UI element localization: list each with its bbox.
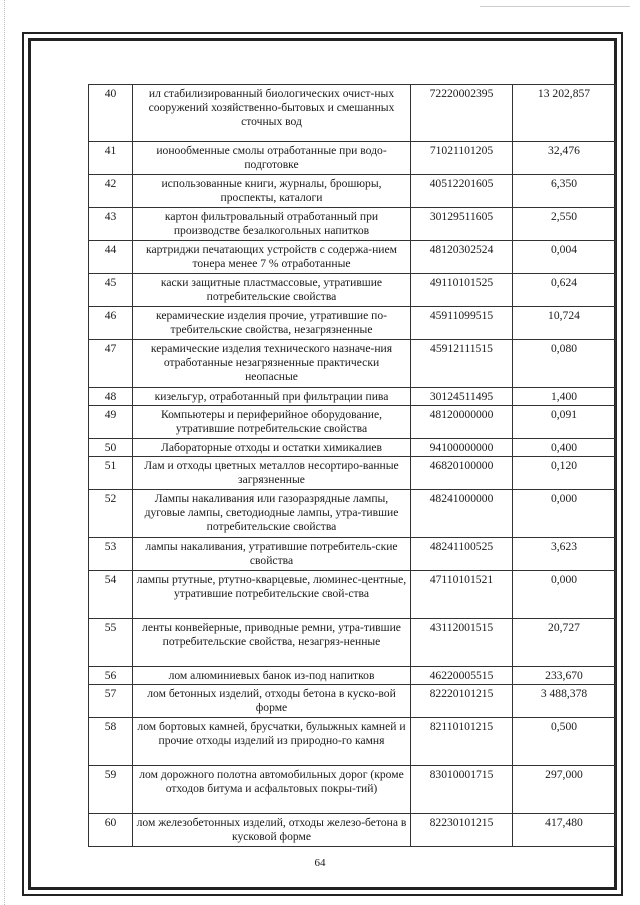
- fkko-code: 49110101525: [411, 274, 513, 307]
- waste-mass: 0,400: [513, 439, 616, 457]
- waste-mass: 3 488,378: [513, 685, 616, 718]
- waste-name: лом железобетонных изделий, отходы железо-бетона в кусковой форме: [133, 814, 411, 847]
- fkko-code: 72220002395: [411, 85, 513, 142]
- waste-name: лампы накаливания, утратившие потребитель-ские свойства: [133, 538, 411, 571]
- waste-mass: 417,480: [513, 814, 616, 847]
- waste-name: картриджи печатающих устройств с содержа-нием тонера менее 7 % отработанные: [133, 241, 411, 274]
- waste-name: Компьютеры и периферийное оборудование, утратившие потребительские свойства: [133, 406, 411, 439]
- row-number: 40: [89, 85, 133, 142]
- row-number: 44: [89, 241, 133, 274]
- waste-name: использованные книги, журналы, брошюры, проспекты, каталоги: [133, 175, 411, 208]
- table-row: [89, 241, 616, 274]
- table-row: [89, 667, 616, 685]
- waste-mass: 0,120: [513, 457, 616, 490]
- waste-name: керамические изделия прочие, утратившие по-требительские свойства, незагрязненные: [133, 307, 411, 340]
- waste-mass: 0,004: [513, 241, 616, 274]
- fkko-code: 48241000000: [411, 490, 513, 538]
- row-number: 42: [89, 175, 133, 208]
- waste-name: ионообменные смолы отработанные при водо-подготовке: [133, 142, 411, 175]
- waste-table: [88, 84, 616, 847]
- row-number: 59: [89, 766, 133, 814]
- fkko-code: 94100000000: [411, 439, 513, 457]
- row-number: 54: [89, 571, 133, 619]
- fkko-code: 46820100000: [411, 457, 513, 490]
- table-row: [89, 718, 616, 766]
- fkko-code: 45912111515: [411, 340, 513, 388]
- table-row: [89, 307, 616, 340]
- fkko-code: 82110101215: [411, 718, 513, 766]
- fkko-code: 71021101205: [411, 142, 513, 175]
- waste-name: лом бортовых камней, брусчатки, булыжных камней и прочие отходы изделий из природно-го камня: [133, 718, 411, 766]
- table-row: [89, 388, 616, 406]
- waste-mass: 13 202,857: [513, 85, 616, 142]
- waste-name: лампы ртутные, ртутно-кварцевые, люминес-центные, утратившие потребительские свой-ства: [133, 571, 411, 619]
- waste-name: лом дорожного полотна автомобильных дорог (кроме отходов битума и асфальтовых покры-тий): [133, 766, 411, 814]
- row-number: 57: [89, 685, 133, 718]
- waste-mass: 233,670: [513, 667, 616, 685]
- table-row: [89, 274, 616, 307]
- waste-mass: 10,724: [513, 307, 616, 340]
- fkko-code: 82230101215: [411, 814, 513, 847]
- waste-name: Лампы накаливания или газоразрядные лампы, дуговые лампы, светодиодные лампы, утра-тившие потребительские свойства: [133, 490, 411, 538]
- table-row: [89, 571, 616, 619]
- row-number: 49: [89, 406, 133, 439]
- waste-mass: 32,476: [513, 142, 616, 175]
- fkko-code: 48120302524: [411, 241, 513, 274]
- fkko-code: 47110101521: [411, 571, 513, 619]
- row-number: 51: [89, 457, 133, 490]
- waste-mass: 0,091: [513, 406, 616, 439]
- waste-name: лом бетонных изделий, отходы бетона в куско-вой форме: [133, 685, 411, 718]
- waste-mass: 297,000: [513, 766, 616, 814]
- row-number: 45: [89, 274, 133, 307]
- fkko-code: 46220005515: [411, 667, 513, 685]
- row-number: 60: [89, 814, 133, 847]
- fkko-code: 43112001515: [411, 619, 513, 667]
- table-row: [89, 685, 616, 718]
- waste-name: Лабораторные отходы и остатки химикалиев: [133, 439, 411, 457]
- waste-mass: 6,350: [513, 175, 616, 208]
- waste-mass: 20,727: [513, 619, 616, 667]
- waste-name: картон фильтровальный отработанный при производстве безалкогольных напитков: [133, 208, 411, 241]
- table-row: [89, 814, 616, 847]
- waste-name: Лам и отходы цветных металлов несортиро-ванные загрязненные: [133, 457, 411, 490]
- waste-name: ленты конвейерные, приводные ремни, утра-тившие потребительские свойства, незагряз-ненные: [133, 619, 411, 667]
- table-row: [89, 490, 616, 538]
- waste-mass: 0,000: [513, 571, 616, 619]
- row-number: 56: [89, 667, 133, 685]
- row-number: 52: [89, 490, 133, 538]
- table-row: [89, 175, 616, 208]
- table-row: [89, 538, 616, 571]
- scan-edge-mark: [4, 0, 6, 905]
- waste-name: кизельгур, отработанный при фильтрации пива: [133, 388, 411, 406]
- fkko-code: 48120000000: [411, 406, 513, 439]
- fkko-code: 45911099515: [411, 307, 513, 340]
- scan-top-mark: [480, 6, 630, 8]
- fkko-code: 30124511495: [411, 388, 513, 406]
- table-row: [89, 457, 616, 490]
- table-row: [89, 142, 616, 175]
- waste-name: каски защитные пластмассовые, утратившие потребительские свойства: [133, 274, 411, 307]
- row-number: 47: [89, 340, 133, 388]
- table-row: [89, 85, 616, 142]
- waste-mass: 0,624: [513, 274, 616, 307]
- waste-name: лом алюминиевых банок из-под напитков: [133, 667, 411, 685]
- row-number: 58: [89, 718, 133, 766]
- row-number: 43: [89, 208, 133, 241]
- waste-mass: 0,080: [513, 340, 616, 388]
- waste-mass: 2,550: [513, 208, 616, 241]
- table-row: [89, 619, 616, 667]
- row-number: 55: [89, 619, 133, 667]
- row-number: 46: [89, 307, 133, 340]
- table-row: [89, 406, 616, 439]
- fkko-code: 83010001715: [411, 766, 513, 814]
- table-row: [89, 766, 616, 814]
- fkko-code: 82220101215: [411, 685, 513, 718]
- page-number: 64: [314, 857, 326, 869]
- waste-mass: 0,500: [513, 718, 616, 766]
- row-number: 50: [89, 439, 133, 457]
- table-row: [89, 208, 616, 241]
- waste-table-body: [89, 85, 616, 847]
- row-number: 48: [89, 388, 133, 406]
- fkko-code: 30129511605: [411, 208, 513, 241]
- waste-name: ил стабилизированный биологических очист-ных сооружений хозяйственно-бытовых и смешанных сточных вод: [133, 85, 411, 142]
- row-number: 41: [89, 142, 133, 175]
- table-row: [89, 439, 616, 457]
- waste-mass: 1,400: [513, 388, 616, 406]
- table-row: [89, 340, 616, 388]
- waste-name: керамические изделия технического назначе-ния отработанные незагрязненные практически неопасные: [133, 340, 411, 388]
- waste-mass: 0,000: [513, 490, 616, 538]
- fkko-code: 48241100525: [411, 538, 513, 571]
- fkko-code: 40512201605: [411, 175, 513, 208]
- row-number: 53: [89, 538, 133, 571]
- waste-mass: 3,623: [513, 538, 616, 571]
